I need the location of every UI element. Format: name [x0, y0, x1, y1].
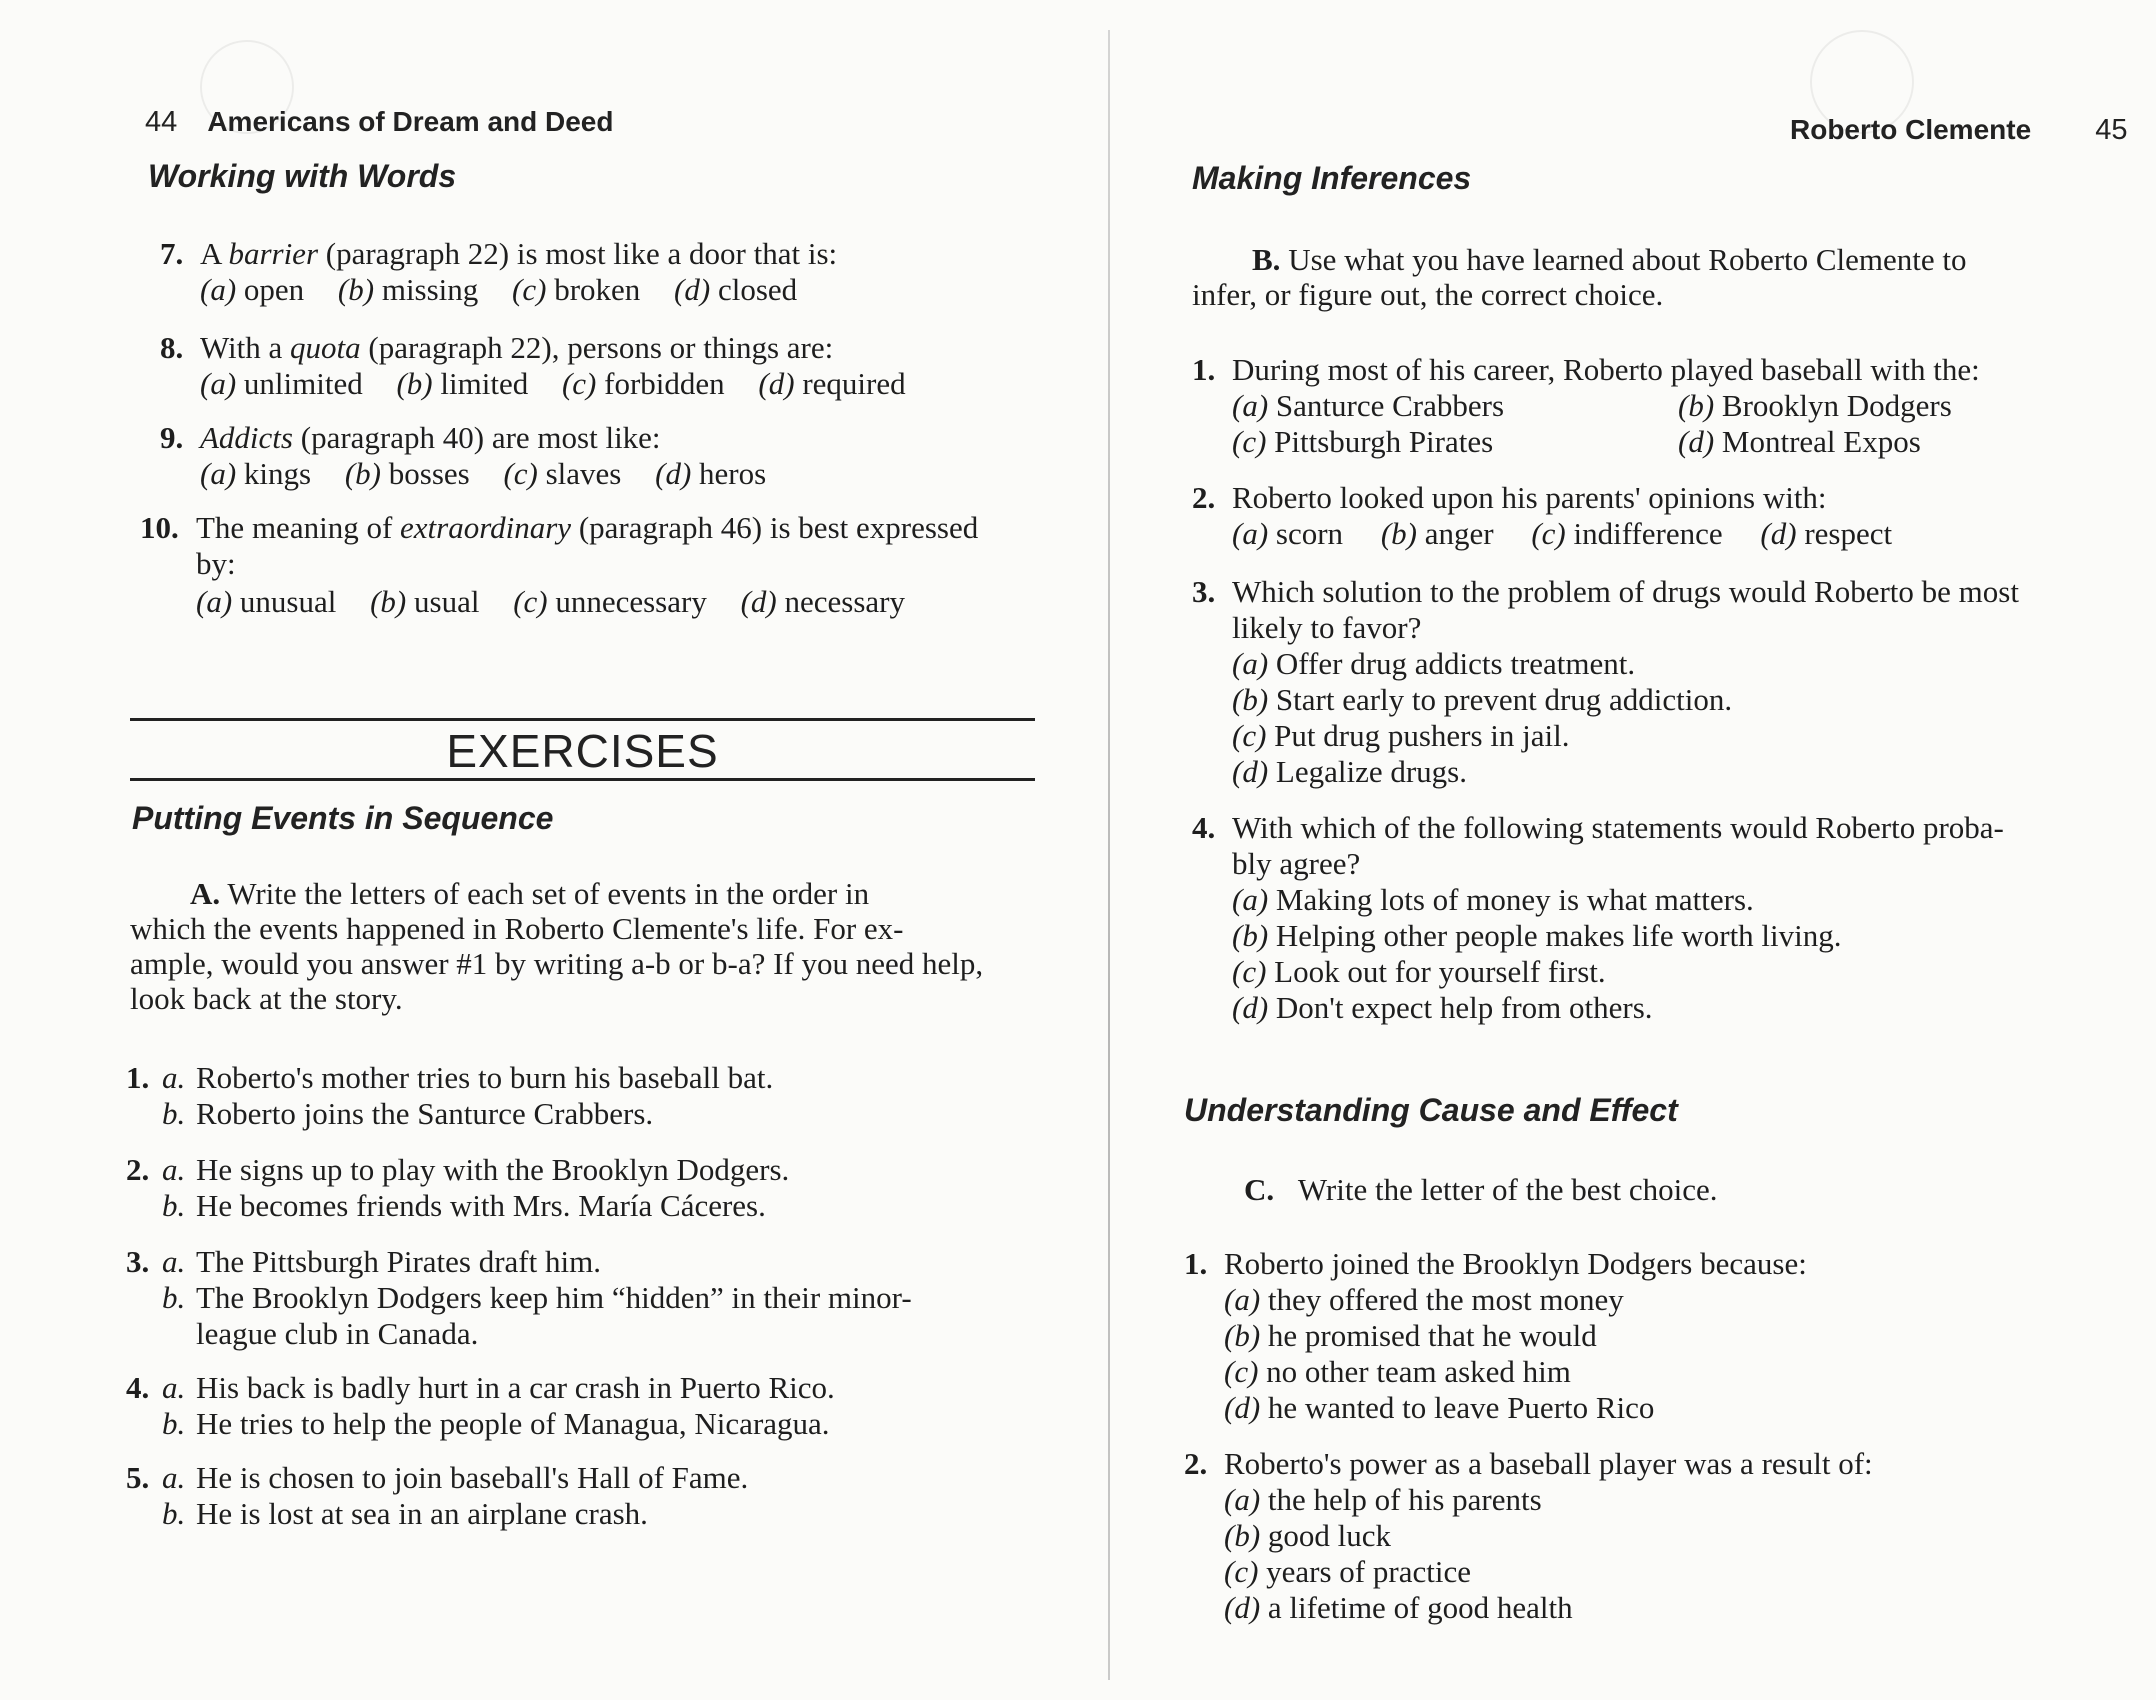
inferences-heading: Making Inferences [1192, 160, 1472, 196]
inference-question-3: 3. Which solution to the problem of drugs would Roberto be most likely to favor? (a) Offer drug addicts treatment. (b) Start early to prevent drug addiction. (c) Put drug pushers in jail. (d) Legalize drugs. [1192, 574, 2019, 789]
inferences-instructions: B. Use what you have learned about Roberto Clemente to infer, or figure out, the correct choice. [1192, 242, 1967, 312]
inference-question-2: 2. Roberto looked upon his parents' opinions with: (a) scorn (b) anger (c) indifference (d) respect [1192, 480, 1893, 551]
cause-effect-instructions: C. Write the letter of the best choice. [1244, 1172, 1718, 1207]
working-with-words-heading: Working with Words [148, 158, 457, 194]
sequence-item-2: 2. a. He signs up to play with the Brooklyn Dodgers. b. He becomes friends with Mrs. María Cáceres. [126, 1152, 790, 1223]
right-running-title: Roberto Clemente [1790, 114, 2032, 145]
word-question-10: 10. The meaning of extraordinary (paragraph 46) is best expressed by: (a) unusual (b) usual (c) unnecessary (d) necessary [140, 510, 979, 619]
sequence-heading: Putting Events in Sequence [132, 800, 554, 836]
sequence-item-1: 1. a. Roberto's mother tries to burn his baseball bat. b. Roberto joins the Santurce Crabbers. [126, 1060, 774, 1131]
exercises-label: EXERCISES [446, 725, 719, 777]
word-question-8: 8. With a quota (paragraph 22), persons or things are: (a) unlimited (b) limited (c) forbidden (d) required [160, 330, 906, 401]
word-question-7: 7. A barrier (paragraph 22) is most like a door that is: (a) open (b) missing (c) broken (d) closed [160, 236, 838, 307]
right-running-head [1790, 114, 2127, 147]
inference-question-4: 4. With which of the following statements would Roberto proba- bly agree? (a) Making lots of money is what matters. (b) Helping other people makes life worth living. (c) Look out for yourself first. (d) Don't expect help from others. [1192, 810, 2004, 1025]
cause-question-2: 2. Roberto's power as a baseball player was a result of: (a) the help of his parents (b) good luck (c) years of practice (d) a lifetime of good health [1184, 1446, 1873, 1625]
rule-top [130, 718, 1035, 721]
sequence-item-5: 5. a. He is chosen to join baseball's Hall of Fame. b. He is lost at sea in an airplane crash. [126, 1460, 749, 1531]
right-page [1110, 0, 2156, 1700]
cause-question-1: 1. Roberto joined the Brooklyn Dodgers because: (a) they offered the most money (b) he promised that he would (c) no other team asked him (d) he wanted to leave Puerto Rico [1184, 1246, 1807, 1425]
left-page-number: 44 [145, 106, 178, 138]
left-running-title: Americans of Dream and Deed [207, 106, 614, 137]
inference-question-1: 1. During most of his career, Roberto played baseball with the: (a) Santurce Crabbers (b) Brooklyn Dodgers (c) Pittsburgh Pirates (d) Montreal Expos [1192, 352, 1980, 459]
word-question-9: 9. Addicts (paragraph 40) are most like: (a) kings (b) bosses (c) slaves (d) heros [160, 420, 767, 491]
right-page-number: 45 [2095, 114, 2128, 146]
rule-bottom [130, 778, 1035, 781]
sequence-item-4: 4. a. His back is badly hurt in a car crash in Puerto Rico. b. He tries to help the people of Managua, Nicaragua. [126, 1370, 835, 1441]
sequence-instructions: A. Write the letters of each set of events in the order in which the events happened in Roberto Clemente's life. For ex- ample, would you answer #1 by writing a-b or b-a? If you need help, look back at the story. [130, 876, 984, 1016]
sequence-item-3: 3. a. The Pittsburgh Pirates draft him. b. The Brooklyn Dodgers keep him “hidden” in their minor- league club in Canada. [126, 1244, 912, 1351]
left-running-head [145, 106, 613, 139]
cause-effect-heading: Understanding Cause and Effect [1184, 1092, 1678, 1128]
